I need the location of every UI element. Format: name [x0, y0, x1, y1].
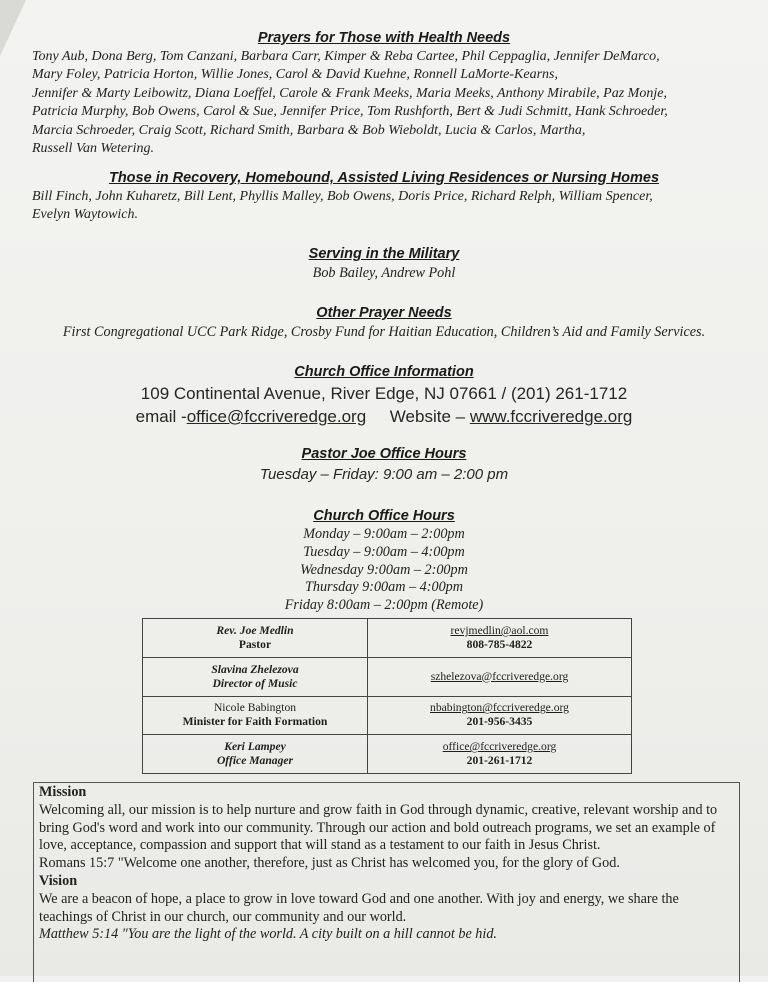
folded-corner — [0, 0, 26, 56]
mission-verse: Romans 15:7 "Welcome one another, therefore, just as Christ has welcomed you, for the glory of God. — [39, 855, 620, 872]
staff-name: Keri Lampey — [224, 740, 286, 754]
mission-label: Mission — [39, 784, 87, 800]
office-hours-heading: Church Office Hours — [313, 508, 455, 524]
other-needs-heading: Other Prayer Needs — [316, 305, 452, 321]
recovery-names — [32, 188, 744, 225]
office-info-heading: Church Office Information — [294, 364, 474, 380]
vision-text: We are a beacon of hope, a place to grow in love toward God and one another. With joy and energy, we share the teachings of Christ in our church, our community and our world. — [39, 890, 679, 925]
names-line: Bill Finch, John Kuharetz, Bill Lent, Phyllis Malley, Bob Owens, Doris Price, Richard Relph, William Spencer, — [32, 189, 653, 204]
names-line: Patricia Murphy, Bob Owens, Carol & Sue, Jennifer Price, Tom Rushforth, Bert & Judi Schmitt, Hank Schroeder, — [32, 104, 668, 120]
hours-line: Thursday 9:00am – 4:00pm — [304, 579, 464, 596]
staff-phone: 201-956-3435 — [466, 715, 533, 729]
military-names: Bob Bailey, Andrew Pohl — [312, 265, 456, 281]
vision-verse: Matthew 5:14 "You are the light of the world. A city built on a hill cannot be hid. — [39, 926, 497, 943]
staff-name: Rev. Joe Medlin — [216, 623, 294, 637]
staff-name: Nicole Babington — [213, 701, 297, 715]
office-hours-list — [0, 526, 768, 615]
table-row — [143, 619, 632, 658]
website-link[interactable]: www.fccriveredge.org — [469, 407, 633, 426]
mission-text: Welcoming all, our mission is to help nurture and grow faith in God through dynamic, creative, relevant worship and to bring God's word and work into our community. Through our action and bold outreach programs, we set an example of love, acceptance, compassion and support that will stand as a testament to our faith in Jesus Christ. — [39, 801, 718, 854]
health-needs-heading: Prayers for Those with Health Needs — [257, 30, 511, 46]
staff-phone: 201-261-1712 — [466, 754, 533, 768]
recovery-heading: Those in Recovery, Homebound, Assisted Living Residences or Nursing Homes — [108, 170, 660, 186]
other-needs-names: First Congregational UCC Park Ridge, Crosby Fund for Haitian Education, Children’s Aid and Family Services. — [62, 324, 706, 340]
military-heading: Serving in the Military — [308, 246, 460, 262]
office-email-link[interactable]: office@fccriveredge.org — [186, 407, 367, 426]
names-line: Evelyn Waytowich. — [32, 207, 139, 223]
table-row — [143, 696, 632, 735]
hours-line: Monday – 9:00am – 2:00pm — [303, 526, 465, 542]
email-label: email - — [135, 407, 187, 426]
names-line: Marcia Schroeder, Craig Scott, Richard Smith, Barbara & Bob Wieboldt, Lucia & Carlos, Martha, — [32, 122, 586, 138]
staff-role: Director of Music — [212, 676, 298, 690]
staff-name-cell — [143, 619, 368, 658]
office-address: 109 Continental Avenue, River Edge, NJ 07661 / (201) 261-1712 — [140, 384, 628, 403]
staff-role: Pastor — [238, 637, 272, 651]
pastor-hours-heading: Pastor Joe Office Hours — [301, 446, 467, 462]
staff-email[interactable]: szhelezova@fccriveredge.org — [430, 669, 569, 683]
table-row — [143, 657, 632, 696]
staff-contact-cell — [368, 735, 632, 774]
staff-phone: 808-785-4822 — [466, 637, 533, 651]
website-label: Website – — [389, 407, 470, 426]
staff-name-cell — [143, 696, 368, 735]
hours-line: Tuesday – 9:00am – 4:00pm — [303, 543, 465, 560]
staff-table — [142, 618, 632, 774]
staff-email[interactable]: nbabington@fccriveredge.org — [430, 701, 569, 715]
names-line: Mary Foley, Patricia Horton, Willie Jones, Carol & David Kuehne, Ronnell LaMorte-Kearns, — [32, 67, 558, 83]
hours-line: Wednesday 9:00am – 2:00pm — [300, 561, 468, 578]
table-row — [143, 735, 632, 774]
staff-name-cell — [143, 657, 368, 696]
staff-name-cell — [143, 735, 368, 774]
staff-role: Minister for Faith Formation — [182, 715, 328, 729]
names-line: Tony Aub, Dona Berg, Tom Canzani, Barbara Carr, Kimper & Reba Cartee, Phil Ceppaglia, Jennifer DeMarco, — [32, 49, 660, 64]
staff-contact-cell — [368, 696, 632, 735]
office-contact-line — [0, 407, 768, 427]
vision-label: Vision — [39, 872, 78, 889]
staff-email[interactable]: revjmedlin@aol.com — [450, 623, 549, 637]
names-line: Russell Van Wetering. — [32, 141, 154, 157]
staff-contact-cell — [368, 657, 632, 696]
staff-contact-cell — [368, 619, 632, 658]
health-needs-names — [32, 48, 744, 158]
hours-line: Friday 8:00am – 2:00pm (Remote) — [284, 597, 484, 614]
mission-vision-box — [33, 782, 740, 982]
staff-role: Office Manager — [216, 754, 294, 768]
pastor-hours: Tuesday – Friday: 9:00 am – 2:00 pm — [259, 466, 509, 483]
staff-email[interactable]: office@fccriveredge.org — [442, 740, 557, 754]
staff-name: Slavina Zhelezova — [211, 662, 299, 676]
names-line: Jennifer & Marty Leibowitz, Diana Loeffel, Carole & Frank Meeks, Maria Meeks, Anthony Mirabile, Paz Monje, — [32, 85, 667, 101]
